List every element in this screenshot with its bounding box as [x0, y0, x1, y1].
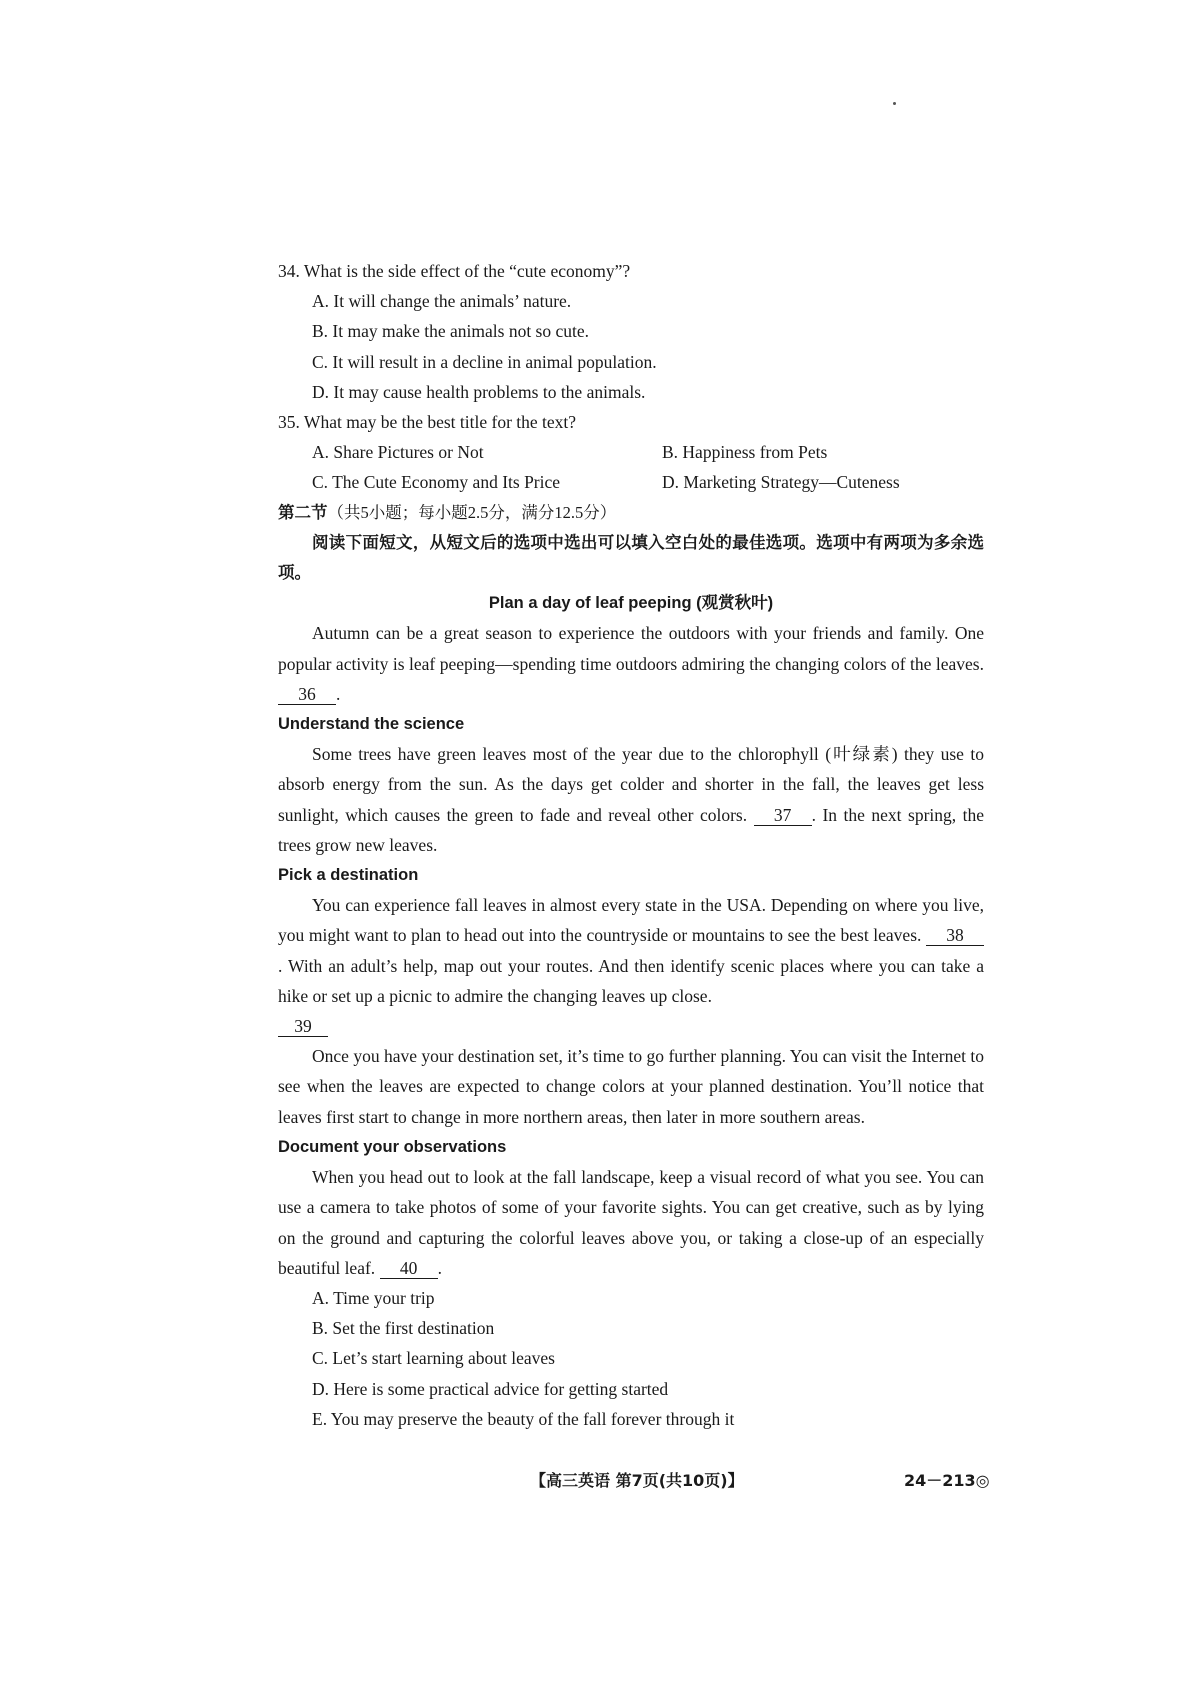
answer-option-a: A. Time your trip	[312, 1287, 435, 1308]
q35-option-c: C. The Cute Economy and Its Price	[312, 472, 561, 493]
q34-option-c: C. It will result in a decline in animal population.	[312, 351, 657, 372]
passage-paragraph-5: When you head out to look at the fall landscape, keep a visual record of what you see. You can use a camera to take photos of some of your favorite sights. You can get creative, such as by lying on the ground and capturing the colorful leaves above you, or taking a close-up of an especially beautiful leaf. 40 .	[278, 1167, 984, 1278]
q34-stem: 34. What is the side effect of the “cute economy”?	[278, 261, 631, 281]
q34-option-d: D. It may cause health problems to the animals.	[312, 381, 646, 402]
q35-options-row-2	[278, 467, 984, 497]
blank-39-heading	[278, 1011, 984, 1041]
subheading-science: Understand the science	[278, 715, 465, 734]
paragraph-3-text-a: You can experience fall leaves in almost every state in the USA. Depending on where you live, you might want to plan to head out into the countryside or mountains to see the best leaves.	[278, 895, 984, 946]
section-scoring-note: （共5小题；每小题2.5分，满分12.5分）	[327, 502, 617, 522]
q35-option-a: A. Share Pictures or Not	[312, 442, 484, 463]
q35-option-d: D. Marketing Strategy—Cuteness	[662, 472, 900, 493]
subheading-document: Document your observations	[278, 1137, 507, 1156]
blank-37: 37	[754, 805, 812, 826]
paragraph-3-text-b: With an adult’s help, map out your routes. And then identify scenic places where you can take a hike or set up a picnic to admire the changing leaves up close.	[278, 955, 984, 1006]
paragraph-2-text-a: Some trees have green leaves most of the year due to the chlorophyll (叶绿素) they use to absorb energy from the sun. As the days get colder and shorter in the fall, the leaves get less sunlight, which causes the green to fade and reveal other colors.	[278, 744, 984, 825]
paragraph-1-text: Autumn can be a great season to experience the outdoors with your friends and family. One popular activity is leaf peeping—spending time outdoors admiring the changing colors of the leaves.	[278, 623, 984, 674]
blank-39: 39	[278, 1016, 328, 1037]
passage-paragraph-1: Autumn can be a great season to experience the outdoors with your friends and family. One popular activity is leaf peeping—spending time outdoors admiring the changing colors of the leaves. 36 .	[278, 623, 984, 704]
footer-code: 24－213◎	[904, 1471, 990, 1490]
page-content	[278, 256, 984, 1434]
answer-option-c: C. Let’s start learning about leaves	[312, 1348, 555, 1369]
blank-38: 38	[926, 925, 984, 946]
section-heading	[278, 498, 984, 528]
q34-option-b: B. It may make the animals not so cute.	[312, 321, 590, 342]
passage-paragraph-2: Some trees have green leaves most of the year due to the chlorophyll (叶绿素) they use to absorb energy from the sun. As the days get colder and shorter in the fall, the leaves get less sunlight, which causes the green to fade and reveal other colors. 37 . In the next spring, the trees grow new leaves.	[278, 744, 984, 855]
answer-option-b: B. Set the first destination	[312, 1318, 495, 1339]
section-heading-label: 第二节	[278, 502, 328, 522]
q35-option-b: B. Happiness from Pets	[662, 442, 828, 463]
blank-40: 40	[380, 1258, 438, 1279]
passage-title: Plan a day of leaf peeping (观赏秋叶)	[488, 594, 774, 613]
q35-stem: 35. What may be the best title for the text?	[278, 412, 577, 433]
section-instructions: 阅读下面短文，从短文后的选项中选出可以填入空白处的最佳选项。选项中有两项为多余选项。	[278, 532, 984, 583]
answer-option-e: E. You may preserve the beauty of the fall forever through it	[312, 1408, 735, 1429]
q34-option-a: A. It will change the animals’ nature.	[312, 291, 572, 312]
blank-36: 36	[278, 684, 336, 705]
q35-options-row-1	[278, 437, 984, 467]
paragraph-5-text: When you head out to look at the fall landscape, keep a visual record of what you see. You can use a camera to take photos of some of your favorite sights. You can get creative, such as by lying on the ground and capturing the colorful leaves above you, or taking a close-up of an especially beautiful leaf.	[278, 1167, 984, 1278]
answer-option-d: D. Here is some practical advice for getting started	[312, 1378, 669, 1399]
footer-page-info: 【高三英语 第7页(共10页)】	[530, 1471, 744, 1490]
passage-paragraph-4: Once you have your destination set, it’s time to go further planning. You can visit the Internet to see when the leaves are expected to change colors at your planned destination. You’ll notice that leaves first start to change in more northern areas, then later in more southern areas.	[278, 1046, 984, 1127]
scan-speck	[893, 102, 896, 105]
paragraph-2-text-b: In the next spring, the trees grow new leaves.	[278, 804, 984, 855]
subheading-destination: Pick a destination	[278, 866, 419, 885]
passage-paragraph-3: You can experience fall leaves in almost every state in the USA. Depending on where you live, you might want to plan to head out into the countryside or mountains to see the best leaves. 38. With an adult’s help, map out your routes. And then identify scenic places where you can take a hike or set up a picnic to admire the changing leaves up close.	[278, 895, 984, 1006]
